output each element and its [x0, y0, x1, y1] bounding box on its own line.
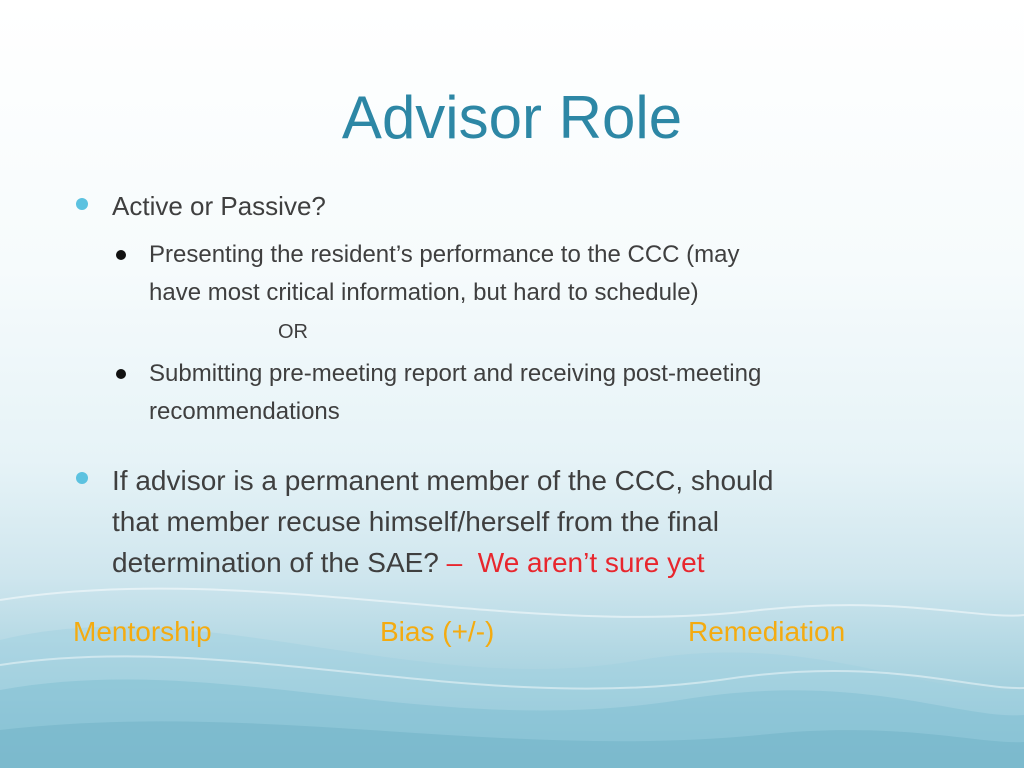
bullet-dot-icon	[76, 472, 88, 484]
or-separator: OR	[278, 321, 308, 343]
bullet-advisor-line2: that member recuse himself/herself from the final	[112, 506, 719, 537]
sub-bullet-dot-icon	[116, 250, 126, 260]
bullet-active-passive: Active or Passive?	[112, 191, 326, 221]
bullet-dot-icon	[76, 198, 88, 210]
footer-bias: Bias (+/-)	[380, 616, 495, 647]
bullet-advisor-line3	[112, 543, 704, 583]
footer-remediation: Remediation	[688, 616, 846, 647]
bullet-advisor-line3-text: determination of the SAE?	[112, 547, 447, 578]
bullet-advisor-line1: If advisor is a permanent member of the CCC, should	[112, 465, 774, 496]
sub-bullet-submitting-line2: recommendations	[149, 398, 340, 425]
sub-bullet-dot-icon	[116, 369, 126, 379]
slide-title: Advisor Role	[341, 84, 683, 151]
highlight-answer: – We aren’t sure yet	[446, 547, 705, 578]
sub-bullet-submitting-line1: Submitting pre-meeting report and receiving post-meeting	[149, 360, 762, 387]
sub-bullet-presenting-line1: Presenting the resident’s performance to the CCC (may	[149, 241, 740, 268]
sub-bullet-presenting-line2: have most critical information, but hard to schedule)	[149, 279, 699, 306]
footer-mentorship: Mentorship	[73, 616, 212, 647]
